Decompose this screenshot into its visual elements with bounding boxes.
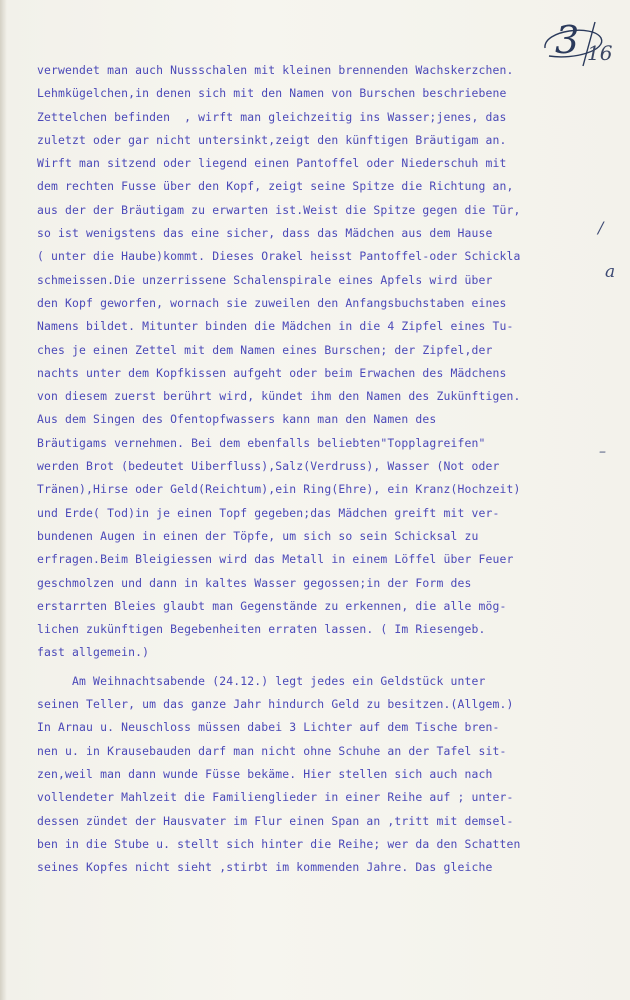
text-line: Wirft man sitzend oder liegend einen Pantoffel oder Niederschuh mit	[37, 156, 507, 171]
text-line: werden Brot (bedeutet Uiberfluss),Salz(Verdruss), Wasser (Not oder	[37, 459, 500, 474]
text-line: dem rechten Fusse über den Kopf, zeigt seine Spitze die Richtung an,	[37, 179, 514, 194]
margin-note: –	[599, 444, 606, 460]
text-line: dessen zündet der Hausvater im Flur einen Span an ,tritt mit demsel-	[37, 813, 514, 828]
text-line: den Kopf geworfen, wornach sie zuweilen den Anfangsbuchstaben eines	[37, 295, 507, 310]
text-line: zuletzt oder gar nicht untersinkt,zeigt den künftigen Bräutigam an.	[37, 132, 507, 147]
text-line: ( unter die Haube)kommt. Dieses Orakel heisst Pantoffel-oder Schickla	[37, 249, 521, 264]
margin-note: /	[598, 218, 604, 237]
text-line: Aus dem Singen des Ofentopfwassers kann man den ﻿Namen des	[37, 412, 437, 427]
text-line: lichen zukünftigen Begebenheiten erraten lassen. ( Im Riesengeb.	[37, 622, 486, 637]
text-line: Am Weihnachtsabende (24.12.) legt jedes ein Geldstück unter	[37, 673, 486, 688]
text-line: Namens bildet. Mitunter binden die Mädchen in die 4 Zipfel eines Tu-	[37, 319, 514, 334]
text-line: seinen Teller, um das ganze Jahr hindurch Geld zu besitzen.(Allgem.)	[37, 697, 514, 712]
text-line: so ist wenigstens das eine sicher, dass das Mädchen aus dem Hause	[37, 226, 493, 241]
text-line: ches je einen Zettel mit dem Namen eines Burschen; der Zipfel,der	[37, 342, 493, 357]
text-line: nen u. in Krausebauden darf man nicht ohne Schuhe an der Tafel sit-	[37, 743, 507, 758]
text-line: Lehmkügelchen,in denen sich mit den Namen von Burschen beschriebene	[37, 86, 507, 101]
text-line: ben in die Stube u. stellt sich hinter die Reihe; wer da den Schatten	[37, 836, 521, 851]
text-line: verwendet man auch Nussschalen mit kleinen brennenden Wachskerzchen.	[37, 63, 514, 77]
text-line: aus der der Bräutigam zu erwarten ist.Weist die Spitze gegen die Tür,	[37, 202, 521, 217]
text-line: erstarrten Bleies glaubt man Gegenstände zu erkennen, die alle mög-	[37, 598, 507, 613]
text-line: Bräutigams vernehmen. Bei dem ebenfalls beliebten"Topplagreifen"	[37, 435, 486, 450]
text-line: erfragen.Beim Bleigiessen wird das Metall in einem Löffel über Feuer	[37, 552, 514, 567]
page-number-main: 3	[555, 18, 580, 62]
text-line: seines Kopfes nicht sieht ,stirbt im kommenden Jahre. Das gleiche	[37, 860, 493, 875]
text-line: Zettelchen befinden , wirft man gleichzeitig ins Wasser;jenes, das	[37, 109, 507, 124]
page-number-sub: 16	[587, 41, 613, 65]
margin-note: a	[605, 262, 616, 282]
text-line: nachts unter dem Kopfkissen aufgeht oder beim Erwachen des Mädchens	[37, 365, 507, 380]
text-line: geschmolzen und dann in kaltes Wasser gegossen;in der Form des	[37, 575, 472, 590]
text-line: von diesem zuerst berührt wird, kündet ihm den Namen des Zukünftigen.	[37, 389, 521, 404]
text-line: Tränen),Hirse oder Geld(Reichtum),ein Ring(Ehre), ein Kranz(Hochzeit)	[37, 482, 521, 497]
text-line: zen,weil man dann wunde Füsse bekäme. Hier stellen sich auch nach	[37, 766, 493, 781]
typed-text-body	[37, 59, 607, 879]
text-line: vollendeter Mahlzeit die Familienglieder in einer Reihe auf ; unter-	[37, 790, 514, 805]
text-line: In Arnau u. Neuschloss müssen dabei 3 Lichter auf dem Tische bren-	[37, 720, 500, 735]
text-line: fast allgemein.)	[37, 645, 150, 660]
text-line: schmeissen.Die unzerrissene Schalenspirale eines Apfels wird über	[37, 272, 493, 287]
text-line: und Erde( Tod)in je einen Topf gegeben;das Mädchen greift mit ver-	[37, 505, 500, 520]
page-edge-shadow	[1, 0, 7, 1000]
text-line: bundenen Augen in einen der Töpfe, um sich so sein Schicksal zu	[37, 528, 479, 543]
